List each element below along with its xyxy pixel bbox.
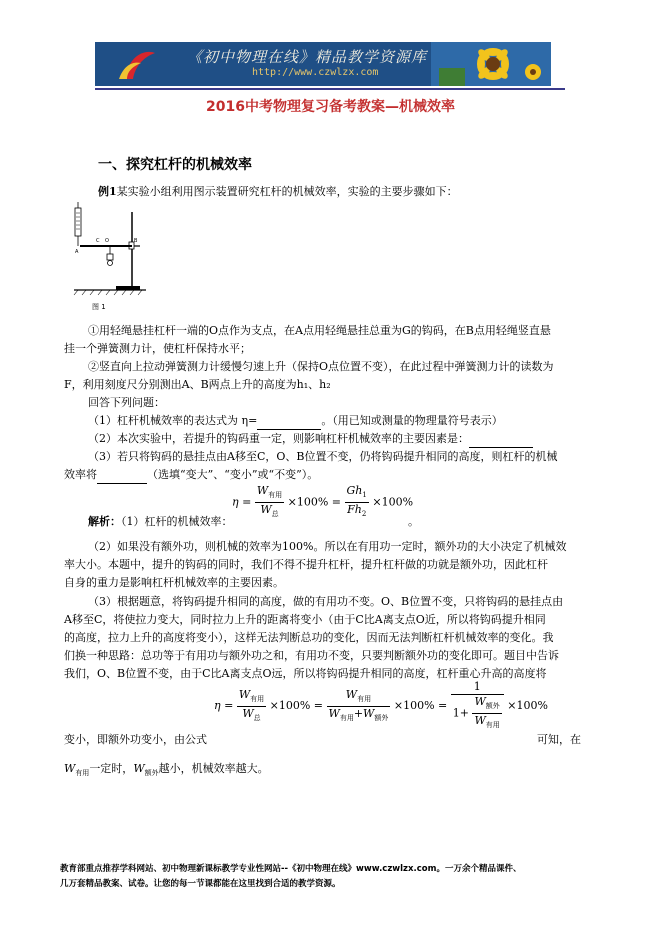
plus-sign: + <box>353 706 364 720</box>
fraction-useful-over-total <box>237 688 266 725</box>
solution-3-line4: 们换一种思路：总功等于有用功与额外功之和，有用功不变，只要判断额外功的变化即可。题目中告诉 <box>64 649 559 662</box>
step2-line2: F，利用刻度尺分别测出A、B两点上升的高度为h₁、h₂ <box>64 378 331 391</box>
fraction-denominator <box>237 707 266 725</box>
step1-line1: ①用轻绳悬挂杠杆一端的O点作为支点，在A点用轻绳悬挂总重为G的钩码，在B点用轻绳竖直悬 <box>88 324 551 337</box>
question-3-text: 效率将 <box>64 468 97 481</box>
example-label: 例1 <box>98 185 117 198</box>
step2-line1: ②竖直向上拉动弹簧测力计缓慢匀速上升（保持O点位置不变），在此过程中弹簧测力计的读数为 <box>88 360 554 373</box>
fraction-denominator <box>255 503 284 521</box>
solution-2-line1: （2）如果没有额外功，则机械的效率为100%。所以在有用功一定时，额外功的大小决定了机械效 <box>88 540 567 553</box>
solution-1 <box>88 513 233 531</box>
w-symbol: W <box>328 706 340 720</box>
figure-caption: 图 1 <box>92 303 106 311</box>
equals-sign: = <box>438 699 448 713</box>
solution-3-line3: 的高度，拉力上升的高度将变小），这样无法判断总功的变化，因而无法判断杠杆机械效率的变化。我 <box>64 631 554 644</box>
fraction-denominator <box>451 695 504 732</box>
fraction-useful-over-sum <box>327 688 391 725</box>
sub-total: 总 <box>271 510 279 519</box>
w-symbol: W <box>64 762 76 775</box>
question-3-line1: （3）若只将钩码的悬挂点由A移至C，O、B位置不变，仍将钩码提升相同的高度，则杠杆的机械 <box>88 450 558 463</box>
page-title: 2016中考物理复习备考教案—机械效率 <box>206 99 455 115</box>
header-banner <box>95 42 551 86</box>
formula-efficiency-2 <box>214 680 548 732</box>
fraction-numerator <box>472 695 501 714</box>
figure-label-b: B <box>134 238 138 244</box>
w-symbol: W <box>260 503 272 517</box>
equals-sign: = <box>331 495 342 509</box>
w-symbol: W <box>256 484 269 497</box>
figure-label-c: C <box>96 238 100 244</box>
sub-extra: 额外 <box>374 713 389 722</box>
fraction-denominator <box>472 714 501 732</box>
fraction-extra-over-useful <box>472 695 501 732</box>
fraction-denominator <box>327 707 391 725</box>
question-1-text: （1）杠杆机械效率的表达式为 η= <box>88 414 258 427</box>
equals-sign: = <box>242 495 252 509</box>
w-symbol: W <box>474 695 486 708</box>
sub-useful: 有用 <box>250 694 265 703</box>
solution-3-line2: A移至C，将使拉力变大，同时拉力上升的距离将变小（由于C比A离支点O近，所以将钩码提升相同 <box>64 613 546 626</box>
footer-line-1: 教育部重点推荐学科网站、初中物理新课标教学专业性网站--《初中物理在线》www.czwlzx.com。一万余个精品课件、 <box>60 864 522 874</box>
solution-3-line7-b: 越小，机械效率越大。 <box>158 762 269 775</box>
equals-sign: = <box>224 699 234 713</box>
sub-useful: 有用 <box>485 721 500 730</box>
solution-3-line6-tail: 可知，在 <box>537 733 581 746</box>
solution-3-line5: 我们，O、B位置不变，由于C比A离支点O远，所以将钩码提升相同的高度，杠杆重心升高的高度将 <box>64 667 547 680</box>
sub-useful: 有用 <box>357 694 372 703</box>
fraction-numerator <box>451 680 504 695</box>
w-useful-symbol <box>64 762 90 778</box>
w-extra-symbol <box>133 762 159 778</box>
solution-1-text: （1）杠杆的机械效率： <box>121 515 233 528</box>
fraction-denominator: $Fh_2$ <box>347 503 367 519</box>
formula-efficiency-1 <box>232 484 413 521</box>
times-100: ×100% <box>507 699 548 713</box>
times-100: ×100% <box>269 699 311 713</box>
sunflower-image <box>431 42 551 86</box>
page-footer <box>60 862 521 892</box>
sub-extra: 额外 <box>144 769 159 778</box>
question-1 <box>88 412 503 430</box>
question-3-tail: （选填“变大”、“变小”或“不变”）。 <box>147 468 319 481</box>
one: 1 <box>473 680 481 693</box>
gh-symbol: Gh <box>346 484 363 497</box>
step1-line2: 挂一个弹簧测力计，使杠杆保持水平； <box>64 342 251 355</box>
figure-label-o: O <box>105 238 109 244</box>
question-2-text: （2）本次实验中，若提升的钩码重一定，则影响杠杆机械效率的主要因素是： <box>88 432 469 445</box>
solution-1-period: 。 <box>408 515 419 528</box>
question-1-tail: 。（用已知或测量的物理量符号表示） <box>321 414 503 427</box>
sub-useful: 有用 <box>268 491 283 500</box>
solution-2-line2: 率大小。本题中，提升的钩码的同时，我们不得不提升杠杆，提升杠杆做的功就是额外功，因此杠杆 <box>64 558 548 571</box>
times-100: ×100% <box>372 495 414 509</box>
section-heading: 一、探究杠杆的机械效率 <box>98 157 252 173</box>
sub-extra: 额外 <box>485 702 500 711</box>
answer-blank-3[interactable] <box>97 483 147 484</box>
sub-useful: 有用 <box>75 769 90 778</box>
eta-symbol: η <box>232 495 239 509</box>
solution-label: 解析： <box>88 515 121 528</box>
fh-symbol: Fh <box>347 503 362 517</box>
footer-line-2: 几万套精品教案、试卷。让您的每一节课都能在这里找到合适的教学资源。 <box>60 879 341 889</box>
fraction-gh-over-fh <box>345 484 369 521</box>
answer-prompt: 回答下列问题： <box>88 396 165 409</box>
fraction-numerator <box>255 484 284 503</box>
example-intro-text: 某实验小组利用图示装置研究杠杆的机械效率，实验的主要步骤如下： <box>116 185 458 198</box>
equals-sign: = <box>313 699 324 713</box>
sub-total: 总 <box>253 713 261 722</box>
solution-3-line1: （3）根据题意，将钩码提升相同的高度，做的有用功不变。O、B位置不变，只将钩码的悬挂点由 <box>88 595 564 608</box>
figure-label-a: A <box>75 249 79 255</box>
solution-2-line3: 自身的重力是影响杠杆机械效率的主要因素。 <box>64 576 284 589</box>
fraction-numerator <box>237 688 266 707</box>
times-100: ×100% <box>393 699 435 713</box>
banner-url[interactable]: http://www.czwlzx.com <box>252 67 379 78</box>
fraction-numerator <box>327 688 391 707</box>
w-symbol: W <box>133 762 145 775</box>
fraction-numerator: $Gh_1$ <box>345 484 369 503</box>
sub-useful: 有用 <box>339 713 354 722</box>
question-3-line2 <box>64 466 318 484</box>
w-symbol: W <box>345 687 358 701</box>
lever-apparatus-figure <box>72 198 190 316</box>
question-2 <box>88 430 533 448</box>
times-100: ×100% <box>287 495 329 509</box>
one-plus: 1+ <box>452 706 469 720</box>
header-rule <box>95 88 565 90</box>
fraction-one-over-ratio <box>451 680 504 732</box>
fraction-useful-over-total <box>255 484 284 521</box>
w-symbol: W <box>242 706 254 720</box>
solution-3-line7 <box>64 760 269 782</box>
w-symbol: W <box>474 714 486 728</box>
solution-3-line6: 变小，即额外功变小，由公式 <box>64 733 207 746</box>
solution-3-line7-a: 一定时， <box>89 762 134 775</box>
eta-symbol: η <box>214 699 221 713</box>
banner-title: 《初中物理在线》精品教学资源库 <box>187 48 428 66</box>
w-symbol: W <box>238 687 251 701</box>
site-logo-icon <box>115 45 161 83</box>
w-symbol: W <box>363 706 375 720</box>
